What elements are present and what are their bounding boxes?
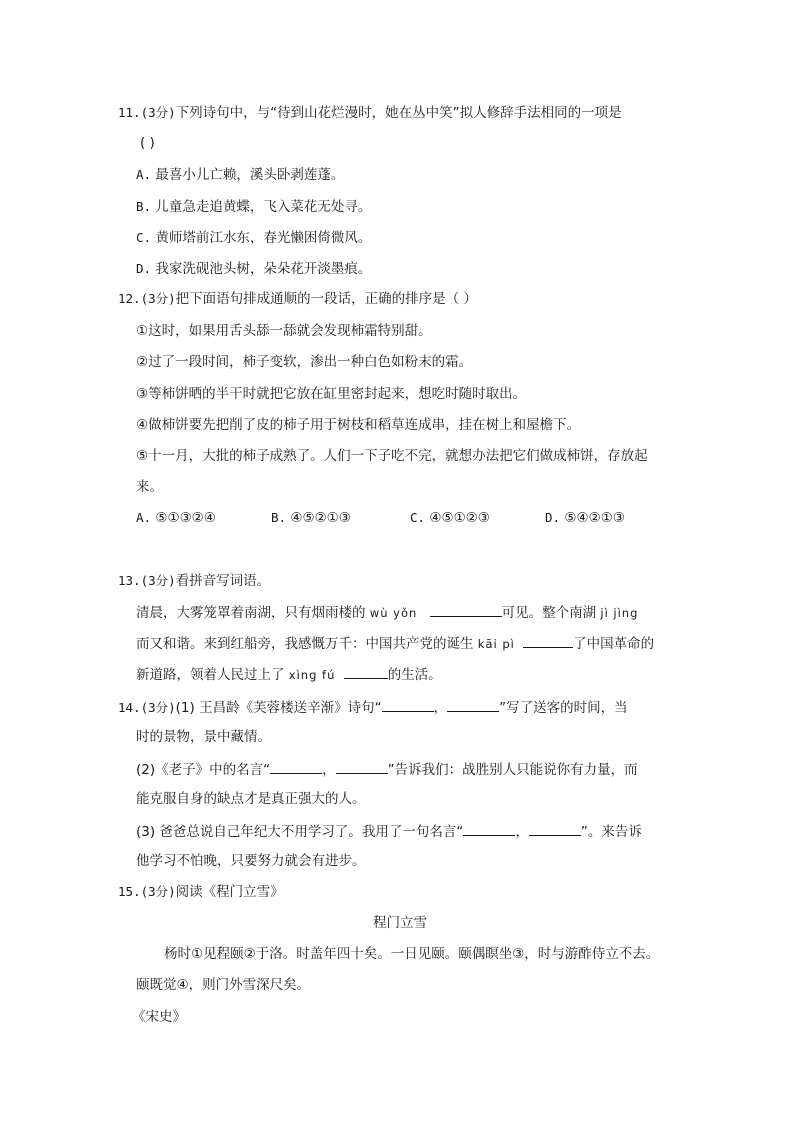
q11-answer-paren[interactable]: [140, 133, 155, 153]
q12-sentence: ⑤十一月，大批的柿子成熟了。人们一下子吃不完，就想办法把它们做成柿饼，存放起: [136, 448, 648, 464]
q12-option-a[interactable]: [136, 508, 216, 528]
text-segment: (3) 爸爸总说自己年纪大不用学习了。我用了一句名言“: [136, 824, 464, 840]
q11-option-a[interactable]: [136, 165, 344, 185]
q11-stem: [118, 103, 622, 123]
option-letter: A.: [136, 510, 152, 525]
comma: ，: [433, 700, 448, 716]
option-text: ⑤④②①③: [564, 510, 625, 526]
q12-sentence: ③等柿饼晒的半干时就把它放在缸里密封起来，想吃时随时取出。: [136, 386, 527, 402]
text-segment: 而又和谐。来到红船旁，我感慨万千：中国共产党的诞生: [136, 636, 474, 652]
q15-score: (3分): [140, 884, 176, 899]
answer-blank[interactable]: [463, 821, 515, 836]
q13-line-3: [136, 664, 442, 684]
q13-stem: [118, 571, 270, 591]
q12-option-b[interactable]: [271, 508, 351, 528]
q13-score: (3分): [140, 573, 176, 588]
q11-option-c[interactable]: [136, 228, 371, 248]
q12-sentence: 来。: [136, 479, 163, 495]
comma: ，: [515, 824, 529, 840]
pinyin: xìng fú: [288, 668, 336, 682]
answer-paren: ( ): [140, 135, 155, 151]
q14-line-2: 时的景物，景中藏情。: [136, 729, 271, 745]
text-segment: (1) 王昌龄《芙蓉楼送辛渐》诗句“: [175, 700, 382, 716]
option-letter: B.: [271, 510, 287, 525]
q13-text: 看拼音写词语。: [175, 573, 271, 589]
q12-score: (3分): [140, 291, 176, 306]
answer-blank[interactable]: [523, 633, 573, 648]
q15-text: 阅读《程门立雪》: [175, 884, 284, 900]
passage-title: 程门立雪: [373, 915, 427, 931]
answer-blank[interactable]: [529, 821, 581, 836]
comma: ，: [322, 762, 336, 778]
answer-blank[interactable]: [270, 759, 322, 774]
q11-score: (3分): [140, 105, 176, 120]
q14-line-5: [136, 821, 642, 841]
option-text: 儿童急走追黄蝶，飞入菜花无处寻。: [155, 199, 372, 215]
option-text: 我家洗砚池头树，朵朵花开淡墨痕。: [155, 261, 372, 277]
q14-line-4: 能克服自身的缺点才是真正强大的人。: [136, 791, 366, 807]
pinyin: jì jìng: [600, 606, 639, 620]
option-text: ④⑤②①③: [290, 510, 351, 526]
q11-option-b[interactable]: [136, 197, 371, 217]
q12-stem: [118, 289, 477, 309]
passage-body: 颐既觉④，则门外雪深尺矣。: [136, 977, 311, 993]
q14-number: 14.: [118, 700, 141, 715]
text-segment: 了中国革命的: [573, 636, 655, 652]
option-text: 黄师塔前江水东，春光懒困倚微风。: [155, 230, 372, 246]
option-letter: D.: [545, 510, 561, 525]
answer-blank[interactable]: [430, 602, 502, 617]
text-segment: 的生活。: [387, 667, 442, 683]
text-segment: 新道路，领着人民过上了: [136, 667, 285, 683]
q14-line-6: 他学习不怕晚，只要努力就会有进步。: [136, 853, 366, 869]
option-text: ④⑤①②③: [429, 510, 490, 526]
option-text: 最喜小儿亡赖，溪头卧剥莲蓬。: [155, 167, 345, 183]
answer-blank[interactable]: [336, 759, 388, 774]
answer-blank[interactable]: [344, 664, 388, 679]
option-text: ⑤①③②④: [155, 510, 216, 526]
q11-number: 11.: [118, 105, 141, 120]
option-letter: C.: [410, 510, 426, 525]
option-letter: A.: [136, 167, 152, 182]
q14-line-1: [118, 697, 628, 717]
answer-blank[interactable]: [447, 697, 499, 712]
text-segment: (2)《老子》中的名言“: [136, 762, 271, 778]
q13-line-1: [136, 602, 638, 622]
q12-number: 12.: [118, 291, 141, 306]
pinyin: kāi pì: [477, 637, 515, 651]
q12-option-c[interactable]: [410, 508, 490, 528]
answer-blank[interactable]: [382, 697, 434, 712]
q12-sentence: ②过了一段时间，柿子变软，渗出一种白色如粉末的霜。: [136, 354, 473, 370]
q14-line-3: [136, 759, 638, 779]
q12-text: 把下面语句排成通顺的一段话，正确的排序是（ ）: [175, 291, 477, 307]
text-segment: ”告诉我们：战胜别人只能说你有力量，而: [387, 762, 638, 778]
pinyin: wù yǒn: [369, 606, 418, 620]
passage-body: 杨时①见程颐②于洛。时盖年四十矣。一日见颐。颐偶瞑坐③，时与游酢侍立不去。: [164, 946, 660, 962]
option-letter: C.: [136, 230, 152, 245]
text-segment: 清晨，大雾笼罩着南湖，只有烟雨楼的: [136, 605, 366, 621]
q11-option-d[interactable]: [136, 259, 371, 279]
text-segment: 可见。整个南湖: [501, 605, 597, 621]
option-letter: B.: [136, 199, 152, 214]
q14-score: (3分): [140, 700, 176, 715]
q12-sentence: ①这时，如果用舌头舔一舔就会发现柿霜特别甜。: [136, 323, 432, 339]
q13-number: 13.: [118, 573, 141, 588]
option-letter: D.: [136, 261, 152, 276]
text-segment: ”写了送客的时间，当: [499, 700, 628, 716]
q11-text: 下列诗句中，与“待到山花烂漫时，她在丛中笑”拟人修辞手法相同的一项是: [175, 105, 622, 121]
q13-line-2: [136, 633, 654, 653]
text-segment: ”。来告诉: [580, 824, 642, 840]
passage-source: 《宋史》: [132, 1009, 186, 1025]
q15-stem: [118, 882, 284, 902]
q15-number: 15.: [118, 884, 141, 899]
q12-option-d[interactable]: [545, 508, 625, 528]
q12-sentence: ④做柿饼要先把削了皮的柿子用于树枝和稻草连成串，挂在树上和屋檐下。: [136, 417, 581, 433]
